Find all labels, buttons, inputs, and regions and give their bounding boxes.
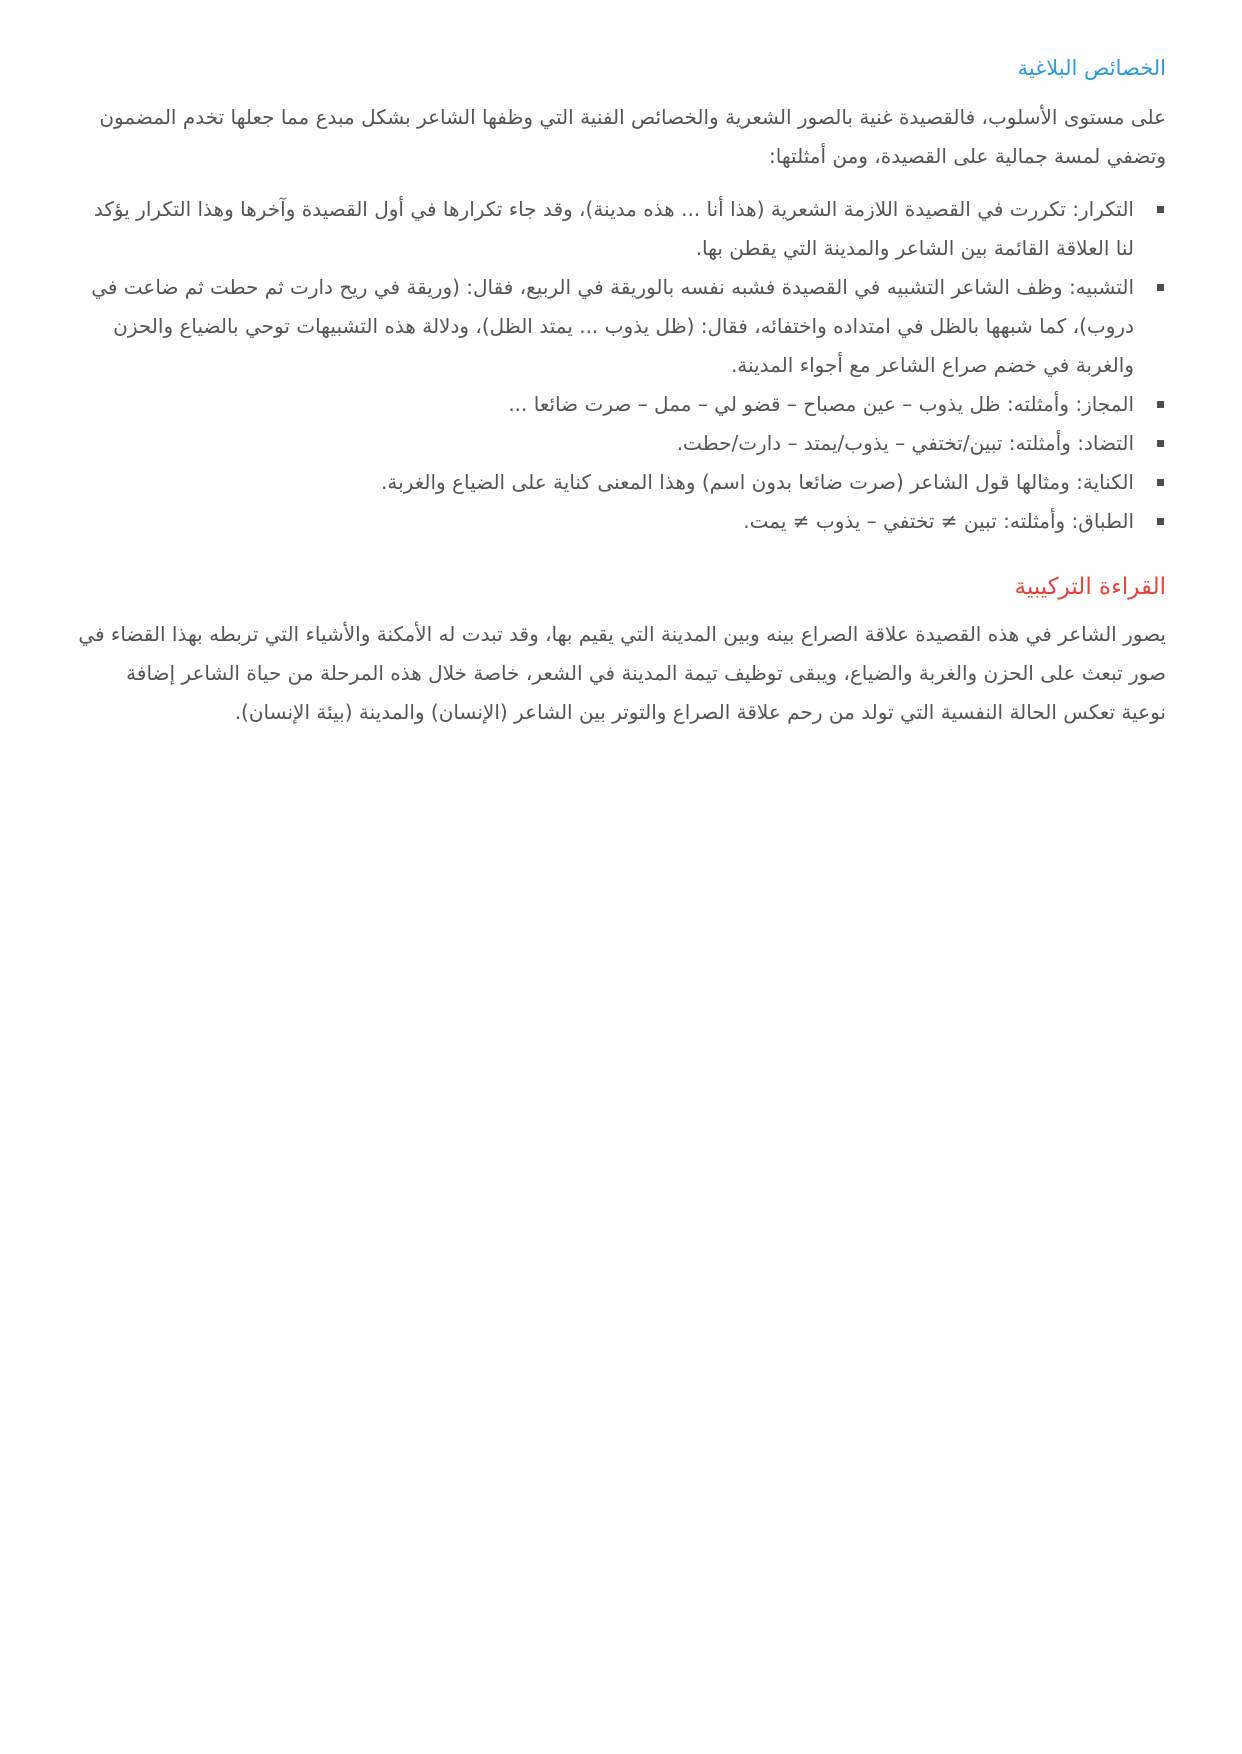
list-item-text: التكرار: تكررت في القصيدة اللازمة الشعرية (هذا أنا ... هذه مدينة)، وقد جاء تكرارها في أول القصيدة وآخرها وهذا التكرار يؤكد لنا العلاقة القائمة بين الشاعر والمدينة التي يقطن بها. bbox=[93, 197, 1134, 260]
list-item-text: الطباق: وأمثلته: تبين ≠ تختفي – يذوب ≠ يمت. bbox=[743, 509, 1134, 533]
document-page bbox=[76, 52, 1166, 740]
list-item-text: الكناية: ومثالها قول الشاعر (صرت ضائعا بدون اسم) وهذا المعنى كناية على الضياع والغربة. bbox=[381, 470, 1134, 494]
structural-reading-paragraph: يصور الشاعر في هذه القصيدة علاقة الصراع بينه وبين المدينة التي يقيم بها، وقد تبدت له الأمكنة والأشياء التي تربطه بهذا القضاء في صور تبعث على الحزن والغربة والضياع، ويبقى توظيف تيمة المدينة في الشعر، خاصة خلال هذه المرحلة من حياة الشاعر إضافة نوعية تعكس الحالة النفسية التي تولد من رحم علاقة الصراع والتوتر بين الشاعر (الإنسان) والمدينة (بيئة الإنسان). bbox=[78, 622, 1166, 724]
list-item bbox=[76, 463, 1134, 502]
list-item-text: التشبيه: وظف الشاعر التشبيه في القصيدة فشبه نفسه بالوريقة في الربيع، فقال: (وريقة في ريح دارت ثم حطت ثم ضاعت في دروب)، كما شبهها بالظل في امتداده واختفائه، فقال: (ظل يذوب ... يمتد الظل)، ودلالة هذه التشبيهات توحي بالضياع والحزن والغربة في خضم صراع الشاعر مع أجواء المدينة. bbox=[91, 275, 1134, 377]
rhetorical-features-heading: الخصائص البلاغية bbox=[1017, 56, 1166, 80]
square-bullet-icon bbox=[1157, 518, 1164, 525]
square-bullet-icon bbox=[1157, 206, 1164, 213]
square-bullet-icon bbox=[1157, 401, 1164, 408]
square-bullet-icon bbox=[1157, 284, 1164, 291]
list-item bbox=[76, 385, 1134, 424]
list-item-text: التضاد: وأمثلته: تبين/تختفي – يذوب/يمتد – دارت/حطت. bbox=[676, 431, 1134, 455]
list-item bbox=[76, 190, 1134, 268]
square-bullet-icon bbox=[1157, 440, 1164, 447]
rhetorical-features-list bbox=[76, 190, 1166, 541]
structural-reading-heading: القراءة التركيبية bbox=[1014, 574, 1166, 600]
list-item bbox=[76, 424, 1134, 463]
list-item-text: المجاز: وأمثلته: ظل يذوب – عين مصباح – قضو لي – ممل – صرت ضائعا ... bbox=[508, 392, 1134, 416]
rhetorical-intro-paragraph: على مستوى الأسلوب، فالقصيدة غنية بالصور الشعرية والخصائص الفنية التي وظفها الشاعر بشكل مبدع مما جعلها تخدم المضمون وتضفي لمسة جمالية على القصيدة، ومن أمثلتها: bbox=[99, 105, 1166, 168]
list-item bbox=[76, 502, 1134, 541]
square-bullet-icon bbox=[1157, 479, 1164, 486]
list-item bbox=[76, 268, 1134, 385]
